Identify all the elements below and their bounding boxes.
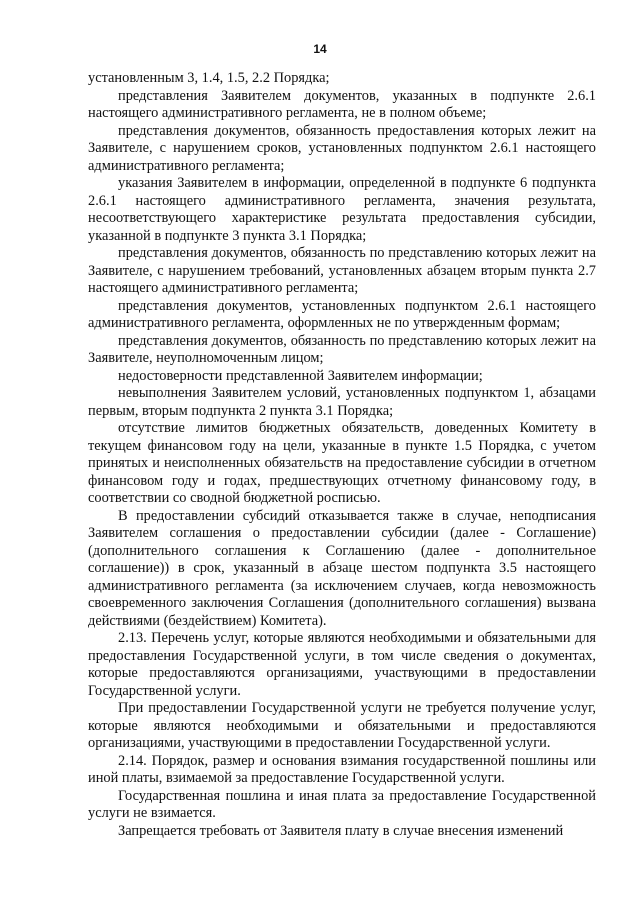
paragraph: представления Заявителем документов, указанных в подпункте 2.6.1 настоящего административного регламента, не в полном объеме; bbox=[88, 87, 596, 121]
paragraph: При предоставлении Государственной услуги не требуется получение услуг, которые являются необходимыми и обязательными и предоставляются организациями, участвующими в предоставлении Государственной услуги. bbox=[88, 700, 596, 751]
paragraph: недостоверности представленной Заявителем информации; bbox=[118, 367, 483, 384]
paragraph: указания Заявителем в информации, определенной в подпункте 6 подпункта 2.6.1 настоящего административного регламента, значения результата, несоответствующего характеристике результата предоставления субсидии, указанной в подпункте 3 пункта 3.1 Порядка; bbox=[88, 175, 596, 244]
paragraph: представления документов, обязанность предоставления которых лежит на Заявителе, с нарушением сроков, установленных подпунктом 2.6.1 настоящего административного регламента; bbox=[88, 122, 596, 174]
paragraph: установленным 3, 1.4, 1.5, 2.2 Порядка; bbox=[88, 70, 330, 86]
document-body bbox=[88, 70, 596, 840]
paragraph: невыполнения Заявителем условий, установленных подпунктом 1, абзацами первым, вторым подпункта 2 пункта 3.1 Порядка; bbox=[88, 385, 596, 419]
page-number: 14 bbox=[313, 42, 327, 56]
paragraph: представления документов, установленных подпунктом 2.6.1 настоящего административного регламента, оформленных не по утвержденным формам; bbox=[88, 297, 596, 331]
paragraph: В предоставлении субсидий отказывается также в случае, неподписания Заявителем соглашения о предоставлении субсидии (далее - Соглашение) (дополнительного соглашения к Соглашению (далее - дополнительное соглашение)) в срок, указанный в абзаце шестом подпункта 3.5 настоящего административного регламента (за исключением случаев, когда невозможность своевременного заключения Соглашения (дополнительного соглашения) вызвана действиями (бездействием) Комитета). bbox=[88, 507, 596, 629]
paragraph: Государственная пошлина и иная плата за предоставление Государственной услуги не взимается. bbox=[88, 787, 596, 821]
paragraph: 2.13. Перечень услуг, которые являются необходимыми и обязательными для предоставления Государственной услуги, в том числе сведения о документах, которые предоставляются организациями, участвующими в предоставлении Государственной услуги. bbox=[88, 630, 596, 699]
paragraph: 2.14. Порядок, размер и основания взимания государственной пошлины или иной платы, взимаемой за предоставление Государственной услуги. bbox=[88, 752, 596, 786]
paragraph: представления документов, обязанность по представлению которых лежит на Заявителе, неуполномоченным лицом; bbox=[88, 332, 596, 366]
paragraph: представления документов, обязанность по представлению которых лежит на Заявителе, с нарушением требований, установленных абзацем вторым пункта 2.7 настоящего административного регламента; bbox=[88, 245, 596, 296]
paragraph: отсутствие лимитов бюджетных обязательств, доведенных Комитету в текущем финансовом году на цели, указанные в пункте 1.5 Порядка, с учетом принятых и неисполненных обязательств на предоставление субсидии в отчетном финансовом году и годах, предшествующих отчетному финансовому году, в соответствии со сводной бюджетной росписью. bbox=[88, 420, 596, 506]
paragraph: Запрещается требовать от Заявителя плату в случае внесения изменений bbox=[118, 822, 564, 839]
